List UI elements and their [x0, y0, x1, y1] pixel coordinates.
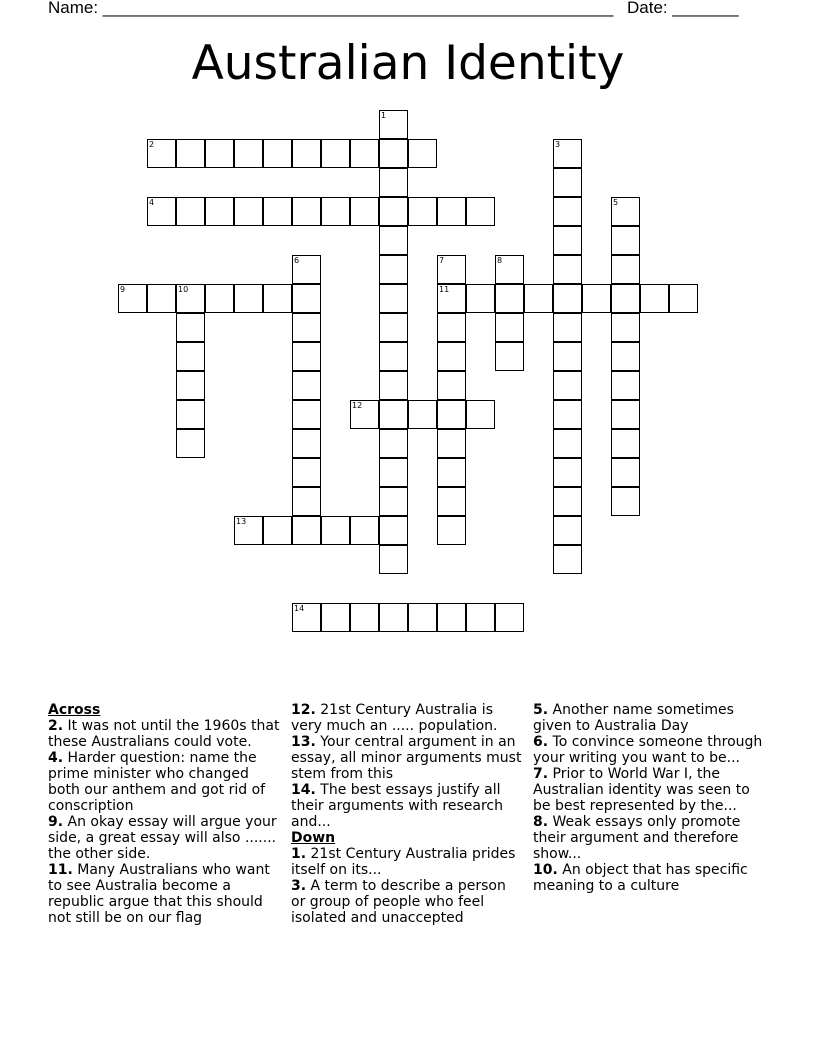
crossword-cell[interactable]	[176, 313, 205, 342]
crossword-cell[interactable]	[234, 139, 263, 168]
crossword-cell[interactable]	[176, 400, 205, 429]
crossword-cell[interactable]	[176, 429, 205, 458]
crossword-cell[interactable]	[379, 110, 408, 139]
cell-number: 12	[352, 401, 363, 410]
cell-number: 4	[149, 198, 155, 207]
crossword-cell[interactable]	[350, 139, 379, 168]
crossword-cell[interactable]	[611, 284, 640, 313]
page-title: Australian Identity	[191, 36, 625, 91]
down-heading: Down	[291, 830, 336, 846]
crossword-cell[interactable]	[437, 255, 466, 284]
crossword-cell[interactable]	[553, 458, 582, 487]
clue-down-10: 10. An object that has specific meaning to a culture	[533, 862, 748, 894]
crossword-cell[interactable]	[263, 284, 292, 313]
clue-across-14: 14. The best essays justify all their arguments with research and...	[291, 782, 503, 830]
across-heading: Across	[48, 702, 101, 718]
crossword-cell[interactable]	[321, 197, 350, 226]
crossword-cell[interactable]	[263, 516, 292, 545]
cell-number: 1	[381, 111, 387, 120]
crossword-cell[interactable]	[147, 197, 176, 226]
crossword-cell[interactable]	[553, 226, 582, 255]
crossword-cell[interactable]	[379, 400, 408, 429]
crossword-cell[interactable]	[553, 429, 582, 458]
crossword-cell[interactable]	[553, 284, 582, 313]
cell-number: 10	[178, 285, 189, 294]
crossword-cell[interactable]	[292, 603, 321, 632]
crossword-cell[interactable]	[147, 284, 176, 313]
crossword-cell[interactable]	[176, 284, 205, 313]
crossword-cell[interactable]	[292, 516, 321, 545]
crossword-cell[interactable]	[553, 342, 582, 371]
crossword-cell[interactable]	[176, 371, 205, 400]
crossword-cell[interactable]	[379, 603, 408, 632]
crossword-cell[interactable]	[553, 255, 582, 284]
crossword-cell[interactable]	[234, 516, 263, 545]
crossword-cell[interactable]	[292, 371, 321, 400]
crossword-cell[interactable]	[205, 139, 234, 168]
crossword-cell[interactable]	[611, 313, 640, 342]
clues-column-2	[291, 702, 523, 926]
cell-number: 3	[555, 140, 561, 149]
crossword-cell[interactable]	[611, 226, 640, 255]
clue-down-3: 3. A term to describe a person or group of people who feel isolated and unaccepted	[291, 878, 506, 926]
clue-down-5: 5. Another name sometimes given to Australia Day	[533, 702, 734, 734]
crossword-cell[interactable]	[263, 197, 292, 226]
crossword-cell[interactable]	[524, 284, 553, 313]
cell-number: 14	[294, 604, 305, 613]
clue-across-13: 13. Your central argument in an essay, all minor arguments must stem from this	[291, 734, 522, 782]
crossword-cell[interactable]	[466, 284, 495, 313]
crossword-cell[interactable]	[379, 255, 408, 284]
clue-across-4: 4. Harder question: name the prime minister who changed both our anthem and got rid of conscription	[48, 750, 266, 814]
crossword-cell[interactable]	[466, 603, 495, 632]
crossword-cell[interactable]	[437, 197, 466, 226]
crossword-cell[interactable]	[350, 603, 379, 632]
crossword-cell[interactable]	[147, 139, 176, 168]
crossword-cell[interactable]	[379, 226, 408, 255]
name-field-label[interactable]: Name: ______________________________________________________	[48, 0, 614, 17]
crossword-cell[interactable]	[553, 313, 582, 342]
crossword-cell[interactable]	[292, 284, 321, 313]
crossword-cell[interactable]	[437, 603, 466, 632]
clue-across-11: 11. Many Australians who want to see Australia become a republic argue that this should not still be on our flag	[48, 862, 270, 926]
crossword-cell[interactable]	[553, 139, 582, 168]
crossword-cell[interactable]	[553, 487, 582, 516]
crossword-cell[interactable]	[611, 371, 640, 400]
crossword-cell[interactable]	[611, 458, 640, 487]
cell-number: 7	[439, 256, 445, 265]
crossword-cell[interactable]	[437, 313, 466, 342]
date-field-label[interactable]: Date: _______	[627, 0, 739, 17]
crossword-cell[interactable]	[437, 429, 466, 458]
crossword-cell[interactable]	[495, 284, 524, 313]
crossword-cell[interactable]	[205, 197, 234, 226]
clue-down-6: 6. To convince someone through your writing you want to be...	[533, 734, 763, 766]
crossword-cell[interactable]	[292, 487, 321, 516]
clue-across-9: 9. An okay essay will argue your side, a great essay will also ....... the other side.	[48, 814, 277, 862]
cell-number: 13	[236, 517, 247, 526]
cell-number: 8	[497, 256, 503, 265]
crossword-cell[interactable]	[611, 429, 640, 458]
crossword-cell[interactable]	[437, 516, 466, 545]
clues-column-1	[48, 702, 280, 926]
crossword-cell[interactable]	[205, 284, 234, 313]
crossword-cell[interactable]	[292, 458, 321, 487]
crossword-cell[interactable]	[379, 284, 408, 313]
crossword-cell[interactable]	[495, 603, 524, 632]
crossword-cell[interactable]	[437, 284, 466, 313]
cell-number: 9	[120, 285, 126, 294]
crossword-cell[interactable]	[437, 487, 466, 516]
crossword-cell[interactable]	[292, 313, 321, 342]
clue-down-8: 8. Weak essays only promote their argument and therefore show...	[533, 814, 741, 862]
crossword-cell[interactable]	[611, 400, 640, 429]
crossword-cell[interactable]	[408, 139, 437, 168]
crossword-cell[interactable]	[553, 168, 582, 197]
crossword-cell[interactable]	[611, 197, 640, 226]
crossword-cell[interactable]	[408, 400, 437, 429]
crossword-cell[interactable]	[292, 342, 321, 371]
crossword-cell[interactable]	[292, 429, 321, 458]
crossword-cell[interactable]	[379, 516, 408, 545]
crossword-cell[interactable]	[321, 516, 350, 545]
cell-number: 6	[294, 256, 300, 265]
crossword-cell[interactable]	[553, 197, 582, 226]
crossword-cell[interactable]	[669, 284, 698, 313]
crossword-cell[interactable]	[408, 197, 437, 226]
crossword-cell[interactable]	[466, 197, 495, 226]
crossword-cell[interactable]	[118, 284, 147, 313]
crossword-cell[interactable]	[292, 197, 321, 226]
crossword-cell[interactable]	[408, 603, 437, 632]
crossword-cell[interactable]	[350, 400, 379, 429]
crossword-cell[interactable]	[176, 197, 205, 226]
crossword-cell[interactable]	[379, 139, 408, 168]
crossword-cell[interactable]	[379, 458, 408, 487]
crossword-cell[interactable]	[292, 139, 321, 168]
crossword-cell[interactable]	[553, 516, 582, 545]
crossword-cell[interactable]	[379, 313, 408, 342]
cell-number: 11	[439, 285, 450, 294]
crossword-cell[interactable]	[176, 139, 205, 168]
clue-down-7: 7. Prior to World War I, the Australian identity was seen to be best represented by the...	[533, 766, 750, 814]
crossword-cell[interactable]	[350, 197, 379, 226]
crossword-cell[interactable]	[437, 458, 466, 487]
crossword-cell[interactable]	[321, 139, 350, 168]
crossword-cell[interactable]	[379, 168, 408, 197]
crossword-cell[interactable]	[495, 313, 524, 342]
crossword-cell[interactable]	[379, 342, 408, 371]
clue-across-12: 12. 21st Century Australia is very much an ..... population.	[291, 702, 498, 734]
crossword-cell[interactable]	[437, 342, 466, 371]
crossword-cell[interactable]	[611, 255, 640, 284]
crossword-cell[interactable]	[611, 487, 640, 516]
crossword-cell[interactable]	[379, 371, 408, 400]
crossword-cell[interactable]	[495, 255, 524, 284]
crossword-cell[interactable]	[321, 603, 350, 632]
crossword-cell[interactable]	[553, 371, 582, 400]
crossword-cell[interactable]	[640, 284, 669, 313]
crossword-cell[interactable]	[350, 516, 379, 545]
crossword-cell[interactable]	[582, 284, 611, 313]
crossword-cell[interactable]	[234, 284, 263, 313]
crossword-cell[interactable]	[263, 139, 292, 168]
crossword-cell[interactable]	[234, 197, 263, 226]
crossword-cell[interactable]	[495, 342, 524, 371]
crossword-cell[interactable]	[466, 400, 495, 429]
crossword-cell[interactable]	[437, 371, 466, 400]
cell-number: 5	[613, 198, 619, 207]
crossword-cell[interactable]	[379, 429, 408, 458]
clues-column-3	[533, 702, 769, 894]
crossword-cell[interactable]	[379, 487, 408, 516]
clue-across-2: 2. It was not until the 1960s that these Australians could vote.	[48, 718, 280, 750]
crossword-cell[interactable]	[553, 545, 582, 574]
crossword-cell[interactable]	[611, 342, 640, 371]
clue-down-1: 1. 21st Century Australia prides itself on its...	[291, 846, 516, 878]
crossword-cell[interactable]	[437, 400, 466, 429]
crossword-cell[interactable]	[292, 255, 321, 284]
crossword-cell[interactable]	[379, 197, 408, 226]
crossword-cell[interactable]	[292, 400, 321, 429]
crossword-cell[interactable]	[553, 400, 582, 429]
crossword-cell[interactable]	[379, 545, 408, 574]
cell-number: 2	[149, 140, 155, 149]
crossword-cell[interactable]	[176, 342, 205, 371]
